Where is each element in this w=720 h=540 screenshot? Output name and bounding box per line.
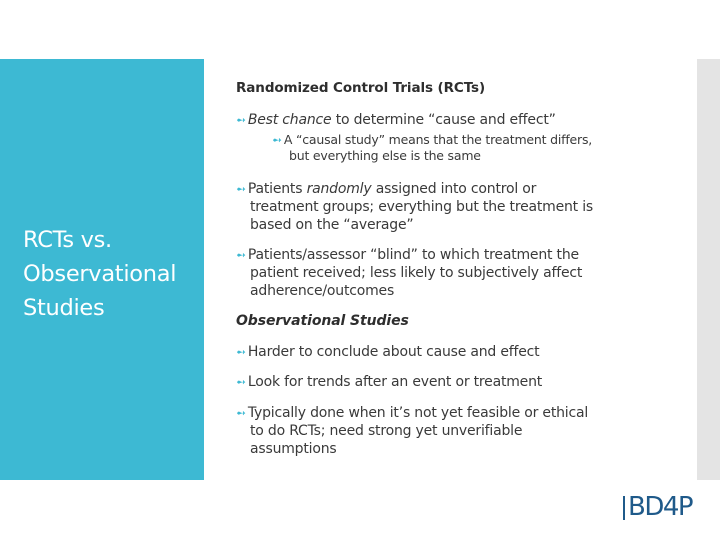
best-chance-text: Best chance (247, 112, 332, 128)
rct-sub-bullet (272, 132, 592, 164)
arrow-bullet-icon: ➻ (236, 182, 246, 196)
rct-bullet-1-text: to determine “cause and effect” (331, 112, 556, 128)
logo-text: BD4P (628, 492, 693, 522)
obs-bullet-1 (236, 343, 539, 361)
obs-bullet-3-line-1: Typically done when it’s not yet feasible or ethical (247, 405, 589, 421)
arrow-bullet-icon: ➻ (236, 113, 246, 127)
obs-bullet-2 (236, 373, 542, 391)
observational-heading-text: Observational Studies (236, 313, 409, 329)
slide-title-line-1: RCTs vs. (23, 227, 112, 253)
rct-bullet-2 (236, 180, 593, 234)
rct-sub-bullet-line-2: but everything else is the same (289, 148, 481, 163)
obs-bullet-1-text: Harder to conclude about cause and effect (247, 344, 540, 360)
rct-bullet-3-line-2: patient received; less likely to subjectively affect (250, 265, 583, 281)
rct-bullet-2-line-2: treatment groups; everything but the treatment is (250, 199, 594, 215)
arrow-bullet-icon: ➻ (236, 345, 246, 359)
slide-title-line-2: Observational (23, 261, 177, 287)
randomly-text: randomly (306, 181, 372, 197)
arrow-bullet-icon: ➻ (236, 248, 246, 262)
obs-bullet-3 (236, 404, 588, 458)
rct-bullet-3-line-3: adherence/outcomes (250, 283, 395, 299)
rct-bullet-2-line-3: based on the “average” (250, 217, 414, 233)
rct-bullet-2-pre: Patients (247, 181, 307, 197)
arrow-bullet-icon: ➻ (272, 133, 282, 147)
arrow-bullet-icon: ➻ (236, 375, 246, 389)
rct-sub-bullet-line-1: A “causal study” means that the treatment differs, (283, 132, 593, 147)
rct-bullet-3 (236, 246, 582, 300)
obs-bullet-3-line-3: assumptions (250, 441, 337, 457)
rct-bullet-1 (236, 111, 556, 129)
slide-title-line-3: Studies (23, 295, 105, 321)
logo-bar-icon (623, 496, 625, 520)
rct-bullet-2-post: assigned into control or (371, 181, 537, 197)
observational-heading (236, 313, 409, 329)
rct-heading: Randomized Control Trials (RCTs) (236, 80, 486, 96)
rct-bullet-3-line-1: Patients/assessor “blind” to which treatment the (247, 247, 579, 263)
obs-bullet-3-line-2: to do RCTs; need strong yet unverifiable (250, 423, 523, 439)
arrow-bullet-icon: ➻ (236, 406, 246, 420)
obs-bullet-2-text: Look for trends after an event or treatment (247, 374, 543, 390)
